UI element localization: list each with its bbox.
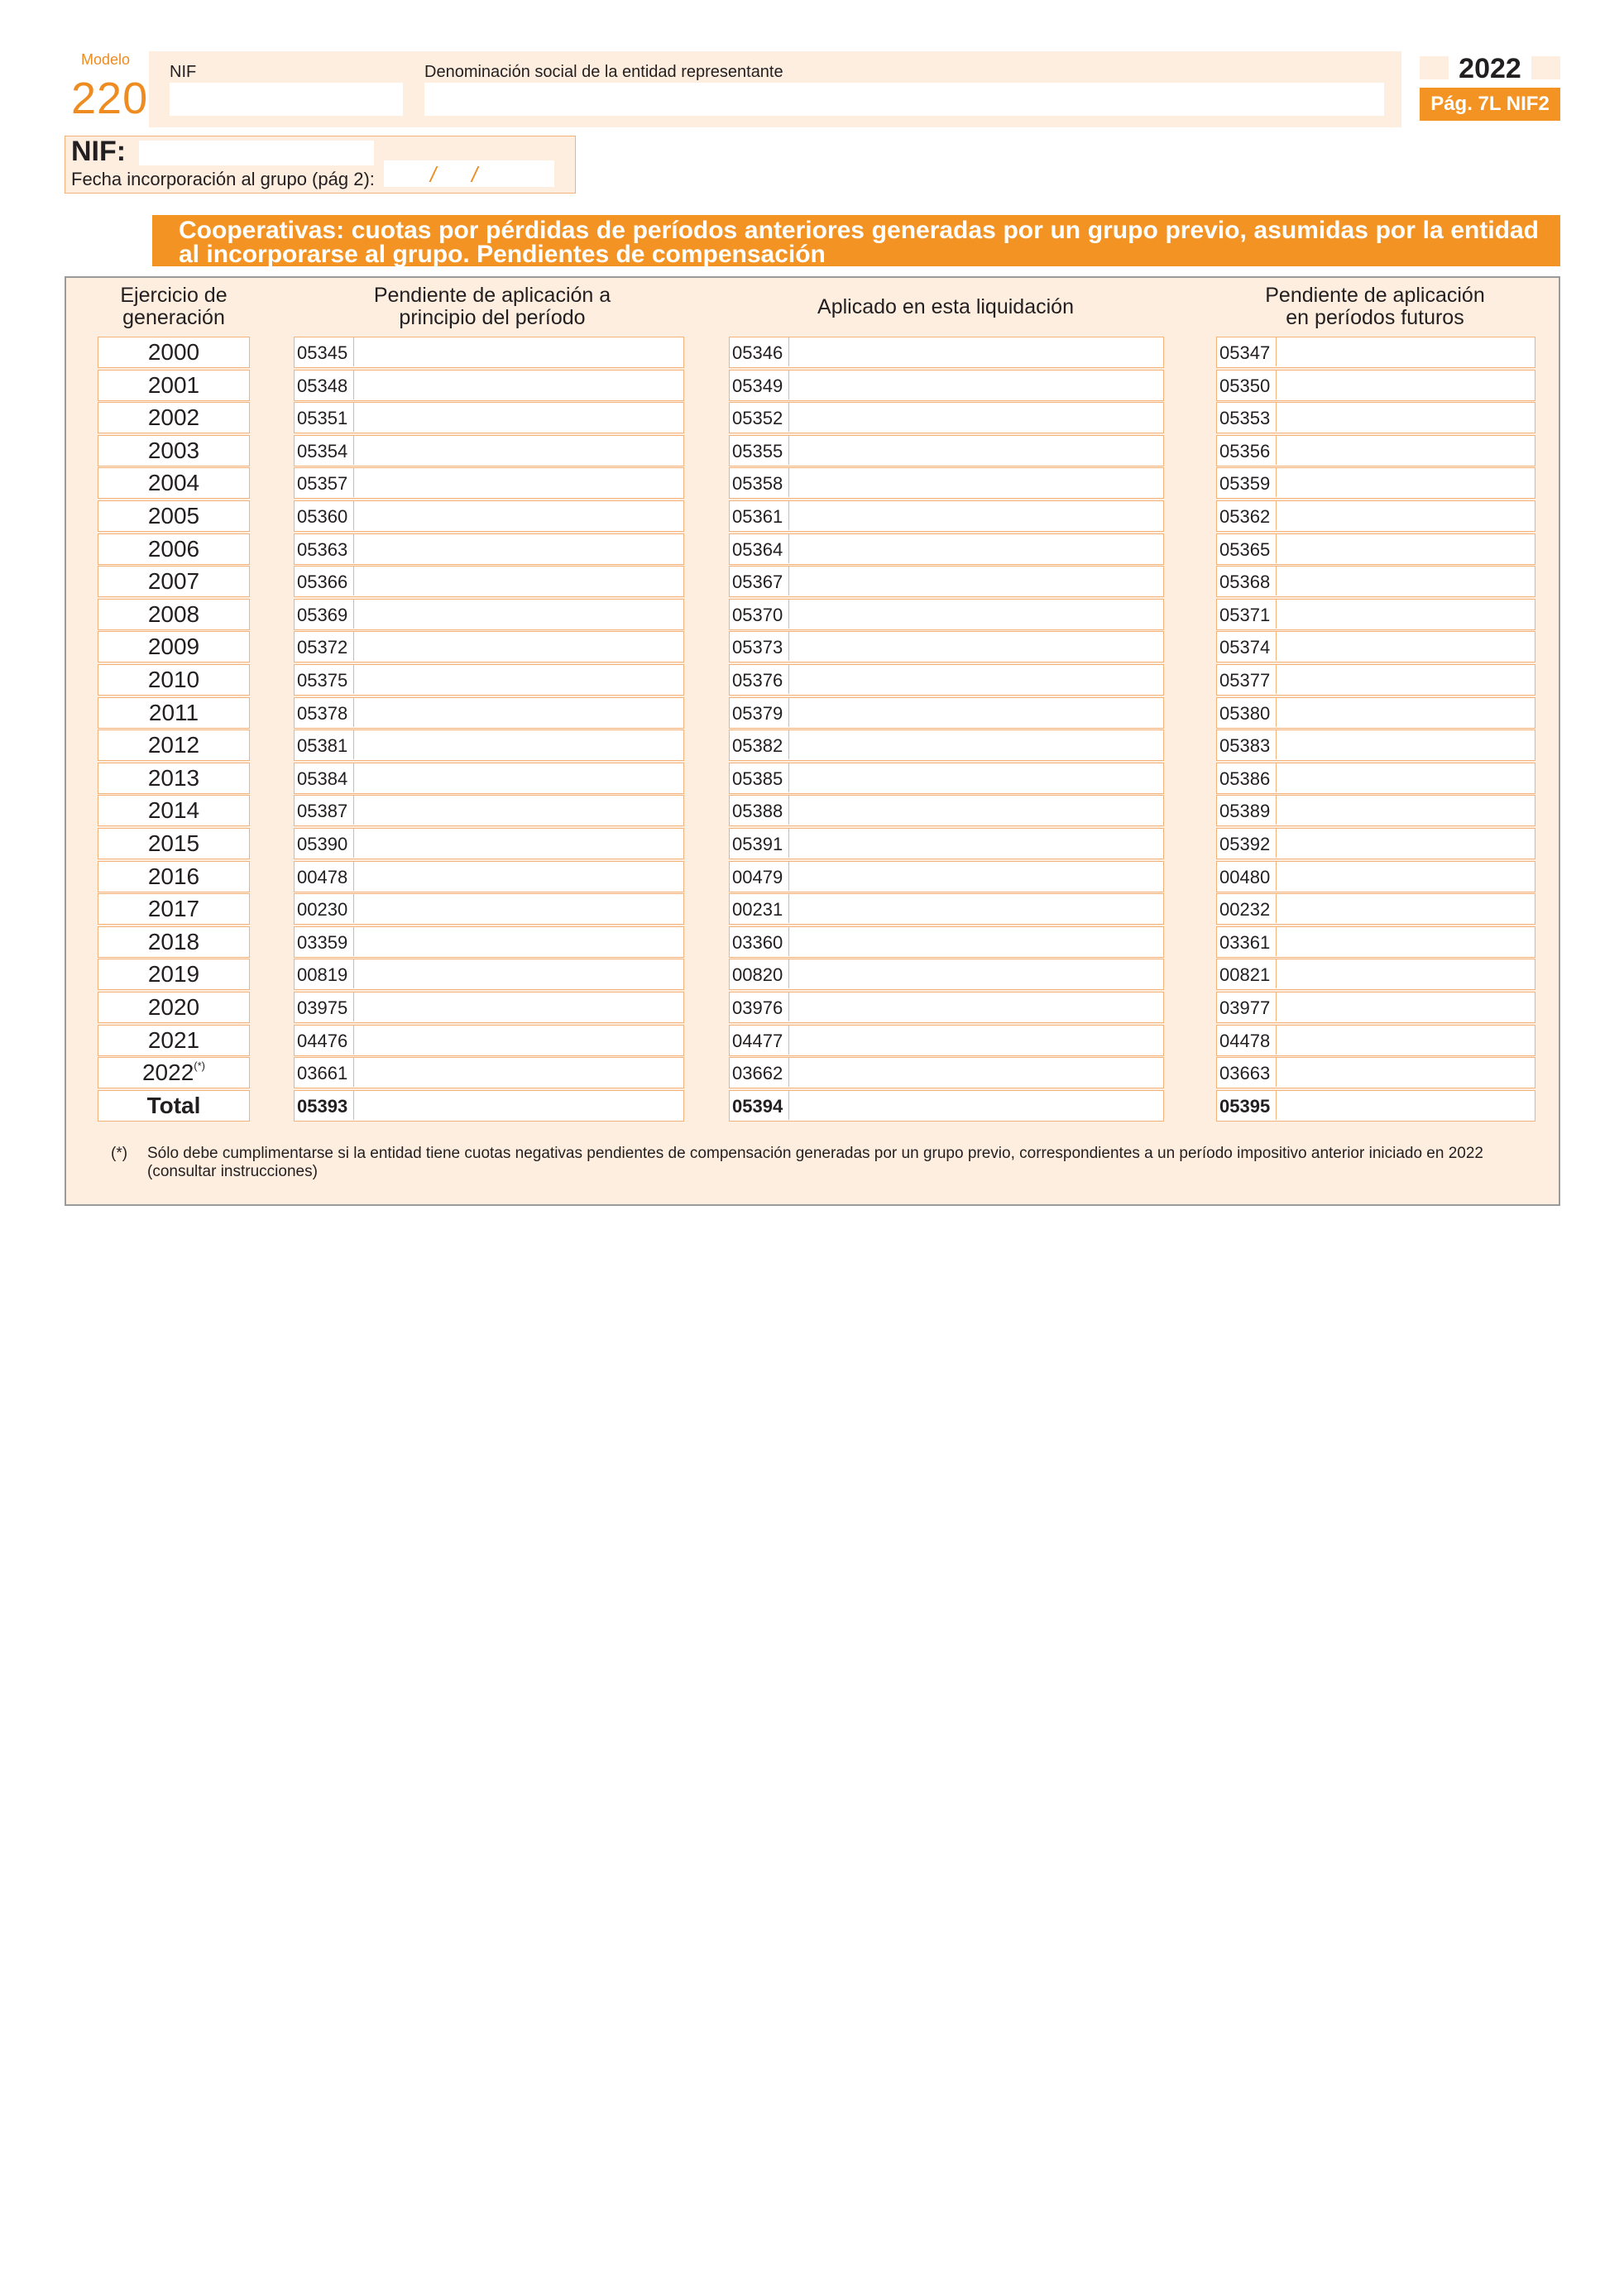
year-text: 2000 — [147, 339, 200, 365]
box-code: 05395 — [1217, 1091, 1277, 1120]
year-text: 2015 — [147, 830, 200, 856]
box-code: 05375 — [295, 665, 354, 694]
box-code: 05364 — [730, 534, 789, 563]
box-code: 00821 — [1217, 959, 1277, 988]
year-label — [98, 893, 250, 925]
year-text: 2006 — [147, 536, 200, 562]
year-text: 2003 — [147, 438, 200, 463]
amount-field[interactable] — [729, 599, 1164, 630]
year-label — [98, 500, 250, 532]
box-code: 05373 — [730, 632, 789, 661]
amount-field[interactable] — [1216, 467, 1535, 499]
amount-field[interactable] — [729, 763, 1164, 794]
amount-field[interactable] — [294, 664, 684, 696]
box-code: 05389 — [1217, 796, 1277, 825]
box-code: 05365 — [1217, 534, 1277, 563]
amount-field[interactable] — [729, 861, 1164, 892]
nif-label: NIF: — [71, 136, 127, 167]
amount-field[interactable] — [729, 959, 1164, 990]
box-code: 04478 — [1217, 1026, 1277, 1055]
total-label — [98, 1090, 250, 1122]
amount-field[interactable] — [1216, 959, 1535, 990]
box-code: 00478 — [295, 862, 354, 891]
year-label — [98, 402, 250, 433]
year-label — [98, 467, 250, 499]
box-code: 00232 — [1217, 894, 1277, 923]
year-text: 2002 — [147, 404, 200, 430]
year-label — [98, 631, 250, 662]
amount-field[interactable] — [294, 795, 684, 826]
amount-field[interactable] — [294, 500, 684, 532]
date-separator: / — [472, 162, 478, 187]
box-code: 05368 — [1217, 567, 1277, 596]
amount-field[interactable] — [1216, 1025, 1535, 1056]
amount-field[interactable] — [294, 1057, 684, 1088]
year-text: 2019 — [147, 961, 200, 987]
year-text: 2008 — [147, 601, 200, 627]
amount-field[interactable] — [294, 1090, 684, 1122]
col-head-ejercicio: Ejercicio de generación — [120, 284, 228, 329]
amount-field[interactable] — [729, 370, 1164, 401]
box-code: 05351 — [295, 403, 354, 432]
amount-field[interactable] — [294, 697, 684, 729]
box-code: 03662 — [730, 1058, 789, 1087]
amount-field[interactable] — [294, 1025, 684, 1056]
amount-field[interactable] — [1216, 763, 1535, 794]
box-code: 05354 — [295, 436, 354, 465]
year-text: 2010 — [147, 667, 200, 692]
amount-field[interactable] — [729, 729, 1164, 761]
amount-field[interactable] — [294, 533, 684, 565]
box-code: 03976 — [730, 993, 789, 1021]
year-text: 2012 — [147, 732, 200, 758]
year-text: 2004 — [147, 470, 200, 495]
box-code: 03361 — [1217, 927, 1277, 956]
box-code: 05369 — [295, 600, 354, 629]
box-code: 00820 — [730, 959, 789, 988]
amount-field[interactable] — [1216, 893, 1535, 925]
amount-field[interactable] — [1216, 795, 1535, 826]
amount-field[interactable] — [1216, 828, 1535, 859]
box-code: 05377 — [1217, 665, 1277, 694]
amount-field[interactable] — [294, 893, 684, 925]
year-text: 2011 — [148, 700, 199, 725]
amount-field[interactable] — [294, 467, 684, 499]
box-code: 05357 — [295, 468, 354, 497]
amount-field[interactable] — [729, 697, 1164, 729]
year-text: 2017 — [147, 896, 200, 921]
box-code: 05385 — [730, 763, 789, 792]
box-code: 05370 — [730, 600, 789, 629]
box-code: 05346 — [730, 337, 789, 366]
box-code: 00231 — [730, 894, 789, 923]
box-code: 05374 — [1217, 632, 1277, 661]
box-code: 05387 — [295, 796, 354, 825]
box-code: 05356 — [1217, 436, 1277, 465]
box-code: 05367 — [730, 567, 789, 596]
nif-field[interactable] — [139, 141, 374, 165]
amount-field[interactable] — [729, 893, 1164, 925]
year-label — [98, 926, 250, 958]
amount-field[interactable] — [729, 1025, 1164, 1056]
amount-field[interactable] — [729, 1057, 1164, 1088]
amount-field[interactable] — [1216, 926, 1535, 958]
amount-field[interactable] — [294, 402, 684, 433]
modelo-label: Modelo — [81, 51, 131, 68]
box-code: 05378 — [295, 698, 354, 727]
amount-field[interactable] — [294, 959, 684, 990]
amount-field[interactable] — [1216, 500, 1535, 532]
box-code: 03663 — [1217, 1058, 1277, 1087]
amount-field[interactable] — [1216, 697, 1535, 729]
box-code: 05345 — [295, 337, 354, 366]
amount-field[interactable] — [729, 795, 1164, 826]
col-head-pendiente-inicio: Pendiente de aplicación a principio del período — [373, 284, 611, 329]
amount-field[interactable] — [729, 467, 1164, 499]
amount-field[interactable] — [1216, 729, 1535, 761]
year-text: 2020 — [147, 994, 200, 1020]
box-code: 05394 — [730, 1091, 789, 1120]
year-text: 2022 — [141, 1060, 194, 1085]
amount-field[interactable] — [1216, 631, 1535, 662]
year-text: 2018 — [147, 929, 200, 954]
year-label — [98, 370, 250, 401]
box-code: 05386 — [1217, 763, 1277, 792]
box-code: 05383 — [1217, 730, 1277, 759]
box-code: 05384 — [295, 763, 354, 792]
amount-field[interactable] — [294, 992, 684, 1023]
amount-field[interactable] — [729, 435, 1164, 466]
box-code: 05355 — [730, 436, 789, 465]
year-label — [98, 959, 250, 990]
year-label — [98, 599, 250, 630]
amount-field[interactable] — [729, 1090, 1164, 1122]
year-text: 2009 — [147, 634, 200, 659]
year-text: 2014 — [147, 797, 200, 823]
amount-field[interactable] — [1216, 992, 1535, 1023]
year-label — [98, 795, 250, 826]
amount-field[interactable] — [1216, 1057, 1535, 1088]
amount-field[interactable] — [729, 402, 1164, 433]
box-code: 05361 — [730, 501, 789, 530]
year-label — [98, 861, 250, 892]
amount-field[interactable] — [1216, 370, 1535, 401]
year-label — [98, 697, 250, 729]
box-code: 05347 — [1217, 337, 1277, 366]
box-code: 05391 — [730, 829, 789, 858]
box-code: 05380 — [1217, 698, 1277, 727]
year-text: Total — [146, 1093, 201, 1118]
year-text: 2016 — [147, 863, 200, 889]
amount-field[interactable] — [729, 828, 1164, 859]
amount-field[interactable] — [1216, 861, 1535, 892]
year-text: 2021 — [147, 1027, 200, 1053]
year-label — [98, 828, 250, 859]
year-label — [98, 763, 250, 794]
box-code: 05390 — [295, 829, 354, 858]
date-separator: / — [430, 162, 437, 187]
amount-field[interactable] — [294, 861, 684, 892]
amount-field[interactable] — [294, 763, 684, 794]
box-code: 03661 — [295, 1058, 354, 1087]
box-code: 03977 — [1217, 993, 1277, 1021]
box-code: 05372 — [295, 632, 354, 661]
year-label — [98, 992, 250, 1023]
amount-field[interactable] — [294, 370, 684, 401]
box-code: 05392 — [1217, 829, 1277, 858]
form-year: 2022 — [1449, 53, 1531, 85]
amount-field[interactable] — [294, 599, 684, 630]
box-code: 03359 — [295, 927, 354, 956]
year-text: 2001 — [147, 372, 200, 398]
amount-field[interactable] — [294, 337, 684, 368]
page-label: Pág. 7L NIF2 bis — [1420, 88, 1560, 121]
box-code: 05381 — [295, 730, 354, 759]
amount-field[interactable] — [1216, 337, 1535, 368]
year-label — [98, 435, 250, 466]
box-code: 05350 — [1217, 371, 1277, 399]
amount-field[interactable] — [729, 500, 1164, 532]
amount-field[interactable] — [729, 631, 1164, 662]
amount-field[interactable] — [294, 631, 684, 662]
header-denominacion-field[interactable] — [424, 83, 1384, 116]
box-code: 05360 — [295, 501, 354, 530]
amount-field[interactable] — [729, 926, 1164, 958]
amount-field[interactable] — [729, 992, 1164, 1023]
box-code: 05352 — [730, 403, 789, 432]
year-text: 2005 — [147, 503, 200, 529]
modelo-number: 220 — [71, 74, 149, 123]
amount-field[interactable] — [1216, 599, 1535, 630]
box-code: 03360 — [730, 927, 789, 956]
year-text: 2007 — [147, 568, 200, 594]
year-label — [98, 533, 250, 565]
amount-field[interactable] — [294, 729, 684, 761]
box-code: 05363 — [295, 534, 354, 563]
year-label — [98, 566, 250, 597]
box-code: 05348 — [295, 371, 354, 399]
box-code: 05382 — [730, 730, 789, 759]
footnote-text: Sólo debe cumplimentarse si la entidad tiene cuotas negativas pendientes de compensación generadas por un grupo previo, correspondientes a un período impositivo anterior iniciado en 2022 (consultar instrucciones) — [147, 1145, 1483, 1180]
box-code: 05358 — [730, 468, 789, 497]
amount-field[interactable] — [294, 926, 684, 958]
section-title: Cooperativas: cuotas por pérdidas de períodos anteriores generadas por un grupo previo, asumidas por la entidad al incorporarse al grupo. Pendientes de compensación — [152, 215, 1560, 266]
box-code: 00819 — [295, 959, 354, 988]
fecha-incorporacion-field[interactable] — [384, 160, 554, 187]
box-code: 04476 — [295, 1026, 354, 1055]
box-code: 05362 — [1217, 501, 1277, 530]
box-code: 00480 — [1217, 862, 1277, 891]
header-nif-field[interactable] — [170, 83, 403, 116]
amount-field[interactable] — [1216, 533, 1535, 565]
amount-field[interactable] — [729, 664, 1164, 696]
col-head-aplicado: Aplicado en esta liquidación — [817, 295, 1074, 318]
box-code: 05349 — [730, 371, 789, 399]
year-text: 2013 — [147, 765, 200, 791]
amount-field[interactable] — [294, 566, 684, 597]
year-label — [98, 729, 250, 761]
col-head-pendiente-futuro: Pendiente de aplicación en períodos futuros — [1265, 284, 1485, 329]
year-label — [98, 337, 250, 368]
box-code: 05366 — [295, 567, 354, 596]
year-label — [98, 664, 250, 696]
box-code: 05371 — [1217, 600, 1277, 629]
box-code: 03975 — [295, 993, 354, 1021]
box-code: 05376 — [730, 665, 789, 694]
amount-field[interactable] — [729, 566, 1164, 597]
header-nif-label: NIF — [170, 63, 197, 81]
amount-field[interactable] — [1216, 664, 1535, 696]
box-code: 00230 — [295, 894, 354, 923]
amount-field[interactable] — [1216, 1090, 1535, 1122]
amount-field[interactable] — [1216, 402, 1535, 433]
box-code: 05353 — [1217, 403, 1277, 432]
amount-field[interactable] — [294, 435, 684, 466]
header-denominacion-label: Denominación social de la entidad representante — [424, 63, 783, 81]
footnote-ref: (*) — [194, 1060, 205, 1072]
amount-field[interactable] — [729, 337, 1164, 368]
box-code: 05393 — [295, 1091, 354, 1120]
fecha-incorporacion-label: Fecha incorporación al grupo (pág 2): — [71, 169, 375, 189]
amount-field[interactable] — [1216, 566, 1535, 597]
amount-field[interactable] — [1216, 435, 1535, 466]
box-code: 05359 — [1217, 468, 1277, 497]
amount-field[interactable] — [729, 533, 1164, 565]
year-label — [98, 1057, 250, 1088]
box-code: 00479 — [730, 862, 789, 891]
box-code: 04477 — [730, 1026, 789, 1055]
amount-field[interactable] — [294, 828, 684, 859]
box-code: 05388 — [730, 796, 789, 825]
footnote-mark: (*) — [111, 1145, 128, 1162]
box-code: 05379 — [730, 698, 789, 727]
year-label — [98, 1025, 250, 1056]
